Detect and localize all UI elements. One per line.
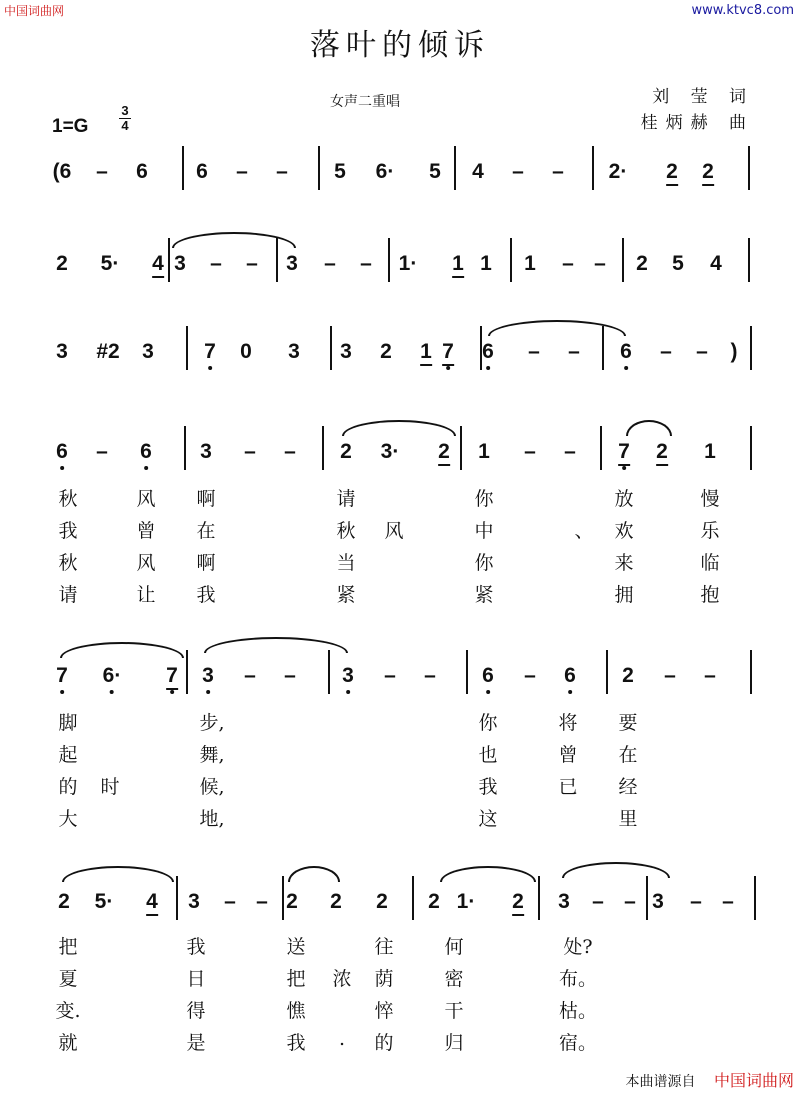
slur — [62, 866, 174, 882]
barline — [186, 650, 188, 694]
lyric-char: 请 — [58, 584, 78, 606]
note: – — [424, 664, 436, 687]
note: – — [592, 890, 604, 913]
lyric-char: 要 — [618, 712, 638, 734]
note: – — [324, 252, 336, 275]
note: 6 — [140, 440, 152, 463]
note: – — [512, 160, 524, 183]
note: – — [360, 252, 372, 275]
note: 1 — [420, 340, 432, 366]
note: 2 — [622, 664, 634, 687]
barline — [750, 426, 752, 470]
slur — [440, 866, 536, 882]
score-row-4 — [40, 440, 760, 480]
score-row-2 — [40, 252, 760, 292]
lyric-char: 也 — [478, 744, 498, 766]
note: 3 — [342, 664, 354, 687]
barline — [600, 426, 602, 470]
note: – — [690, 890, 702, 913]
lyric-char: 我 — [186, 936, 206, 958]
lyric-char: 当 — [336, 552, 356, 574]
lyric-char: 曾 — [136, 520, 156, 542]
score-row-5 — [40, 664, 760, 704]
note: 7 — [166, 664, 178, 690]
note: – — [624, 890, 636, 913]
lyric-char: 已 — [558, 776, 578, 798]
note: 5· — [94, 890, 114, 913]
lyric-char: 我 — [196, 584, 216, 606]
note: ) — [730, 340, 738, 363]
lyric-char: 布。 — [558, 968, 598, 990]
lyric-char: 曾 — [558, 744, 578, 766]
barline — [282, 876, 284, 920]
note: – — [528, 340, 540, 363]
time-signature — [117, 104, 133, 133]
barline — [510, 238, 512, 282]
note: 7 — [442, 340, 454, 366]
note: 2 — [702, 160, 714, 186]
source-label: 本曲谱源自 — [625, 1074, 696, 1090]
barline — [454, 146, 456, 190]
note: – — [96, 440, 108, 463]
note: 2 — [330, 890, 342, 913]
barline — [168, 238, 170, 282]
note: 3 — [200, 440, 212, 463]
lyric-char: 在 — [618, 744, 638, 766]
note: 5· — [100, 252, 120, 275]
barline — [754, 876, 756, 920]
lyric-char: 我 — [58, 520, 78, 542]
note: 4 — [146, 890, 158, 916]
note: 6 — [564, 664, 576, 687]
note: – — [664, 664, 676, 687]
lyric-char: 、 — [574, 520, 594, 542]
lyric-char: 何 — [444, 936, 464, 958]
note: 6 — [136, 160, 148, 183]
note: – — [284, 440, 296, 463]
lyric-char: 你 — [474, 488, 494, 510]
lyric-char: 放 — [614, 488, 634, 510]
slur — [626, 420, 672, 436]
lyric-char: 啊 — [196, 552, 216, 574]
lyric-char: 舞, — [199, 744, 225, 766]
song-subtitle: 女声二重唱 — [330, 94, 400, 110]
tie-slur — [488, 320, 626, 336]
lyric-char: 日 — [186, 968, 206, 990]
note: 1 — [478, 440, 490, 463]
lyric-char: 大 — [58, 808, 78, 830]
lyric-char: 的 — [374, 1032, 394, 1054]
barline — [388, 238, 390, 282]
slur — [288, 866, 340, 882]
lyric-char: 秋 — [58, 488, 78, 510]
note: 1 — [524, 252, 536, 275]
note: 3 — [56, 340, 68, 363]
note: – — [696, 340, 708, 363]
lyric-char: 抱 — [700, 584, 720, 606]
lyric-char: 候, — [199, 776, 225, 798]
note: 6 — [196, 160, 208, 183]
note: – — [284, 664, 296, 687]
time-bottom: 4 — [121, 118, 129, 133]
lyric-char: 的 — [58, 776, 78, 798]
lyric-char: 荫 — [374, 968, 394, 990]
lyric-char: 处? — [563, 936, 593, 958]
barline — [750, 650, 752, 694]
score-row-1 — [40, 160, 760, 200]
note: 6· — [102, 664, 122, 687]
lyric-char: 悴 — [374, 1000, 394, 1022]
note: 2 — [656, 440, 668, 466]
barline — [322, 426, 324, 470]
song-title: 落叶的倾诉 — [310, 28, 490, 63]
note: (6 — [52, 160, 72, 183]
score-row-6 — [40, 890, 760, 930]
barline — [602, 326, 604, 370]
lyric-char: 欢 — [614, 520, 634, 542]
lyric-char: 地, — [199, 808, 225, 830]
source-footer — [626, 1068, 794, 1091]
lyric-char: 夏 — [58, 968, 78, 990]
note: – — [236, 160, 248, 183]
note: 6 — [620, 340, 632, 363]
note: 3 — [558, 890, 570, 913]
note: 0 — [240, 340, 252, 363]
barline — [176, 876, 178, 920]
lyric-char: 紧 — [336, 584, 356, 606]
note: 5 — [429, 160, 441, 183]
lyric-char: 我 — [286, 1032, 306, 1054]
lyric-char: 时 — [100, 776, 120, 798]
lyric-char: 风 — [136, 488, 156, 510]
lyric-char: 中 — [474, 520, 494, 542]
lyric-char: 是 — [186, 1032, 206, 1054]
note: – — [562, 252, 574, 275]
barline — [460, 426, 462, 470]
note: – — [660, 340, 672, 363]
note: 2 — [58, 890, 70, 913]
lyric-char: 风 — [384, 520, 404, 542]
note: – — [246, 252, 258, 275]
lyric-char: 就 — [58, 1032, 78, 1054]
lyric-char: 步, — [199, 712, 225, 734]
barline — [276, 238, 278, 282]
lyric-char: 让 — [136, 584, 156, 606]
note: 2 — [428, 890, 440, 913]
site-logo-left[interactable]: 中国词曲网 — [4, 4, 65, 18]
lyric-char: 密 — [444, 968, 464, 990]
lyric-char: 紧 — [474, 584, 494, 606]
note: 5 — [334, 160, 346, 183]
barline — [646, 876, 648, 920]
source-site-link[interactable]: 中国词曲网 — [713, 1071, 794, 1090]
lyric-char: 宿。 — [558, 1032, 598, 1054]
note: 1· — [398, 252, 418, 275]
note: 3· — [380, 440, 400, 463]
lyric-char: 啊 — [196, 488, 216, 510]
slur — [60, 642, 184, 658]
note: 2· — [608, 160, 628, 183]
barline — [412, 876, 414, 920]
note: – — [224, 890, 236, 913]
note: 3 — [652, 890, 664, 913]
barline — [328, 650, 330, 694]
note: – — [594, 252, 606, 275]
lyric-char: 秋 — [336, 520, 356, 542]
lyric-char: . — [338, 1028, 346, 1050]
note: #2 — [96, 340, 120, 363]
lyric-char: 我 — [478, 776, 498, 798]
lyric-char: 把 — [58, 936, 78, 958]
lyric-char: 将 — [558, 712, 578, 734]
lyric-char: 得 — [186, 1000, 206, 1022]
note: 2 — [438, 440, 450, 466]
lyric-char: 拥 — [614, 584, 634, 606]
note: 3 — [188, 890, 200, 913]
note: – — [704, 664, 716, 687]
note: 5 — [672, 252, 684, 275]
lyric-char: 秋 — [58, 552, 78, 574]
barline — [466, 650, 468, 694]
note: 4 — [710, 252, 722, 275]
lyric-char: 送 — [286, 936, 306, 958]
barline — [750, 326, 752, 370]
lyric-char: 起 — [58, 744, 78, 766]
lyric-char: 这 — [478, 808, 498, 830]
note: 7 — [204, 340, 216, 363]
tie-slur — [562, 862, 670, 878]
note: – — [244, 664, 256, 687]
lyric-char: 慢 — [700, 488, 720, 510]
note: 3 — [286, 252, 298, 275]
note: 6· — [375, 160, 395, 183]
note: – — [722, 890, 734, 913]
note: – — [524, 440, 536, 463]
barline — [186, 326, 188, 370]
lyric-char: 在 — [196, 520, 216, 542]
note: – — [276, 160, 288, 183]
lyric-char: 风 — [136, 552, 156, 574]
lyric-char: 乐 — [700, 520, 720, 542]
barline — [318, 146, 320, 190]
time-top: 3 — [121, 103, 129, 118]
lyric-char: 请 — [336, 488, 356, 510]
note: – — [524, 664, 536, 687]
note: 6 — [56, 440, 68, 463]
note: 1· — [456, 890, 476, 913]
barline — [606, 650, 608, 694]
lyric-char: 干 — [444, 1000, 464, 1022]
lyric-char: 你 — [474, 552, 494, 574]
composer-credit: 桂炳赫 曲 — [640, 113, 754, 133]
barline — [748, 146, 750, 190]
note: 2 — [376, 890, 388, 913]
lyric-char: 变. — [55, 1000, 81, 1022]
note: 4 — [472, 160, 484, 183]
note: – — [568, 340, 580, 363]
lyric-char: 往 — [374, 936, 394, 958]
barline — [538, 876, 540, 920]
key-signature: 1=G — [52, 116, 89, 137]
note: – — [564, 440, 576, 463]
note: 7 — [618, 440, 630, 466]
barline — [184, 426, 186, 470]
note: 3 — [202, 664, 214, 687]
note: 4 — [152, 252, 164, 278]
lyric-char: 浓 — [332, 968, 352, 990]
note: – — [256, 890, 268, 913]
lyricist-credit: 刘 莹 词 — [652, 87, 754, 107]
tie-slur — [204, 637, 348, 653]
lyric-char: 把 — [286, 968, 306, 990]
note: 3 — [288, 340, 300, 363]
barline — [748, 238, 750, 282]
note: 6 — [482, 340, 494, 363]
barline — [182, 146, 184, 190]
note: 2 — [666, 160, 678, 186]
note: – — [96, 160, 108, 183]
note: 3 — [340, 340, 352, 363]
note: 2 — [380, 340, 392, 363]
note: 2 — [286, 890, 298, 913]
lyric-char: 来 — [614, 552, 634, 574]
barline — [592, 146, 594, 190]
note: 7 — [56, 664, 68, 687]
note: 6 — [482, 664, 494, 687]
note: – — [210, 252, 222, 275]
note: 2 — [340, 440, 352, 463]
note: – — [244, 440, 256, 463]
slur — [342, 420, 456, 436]
lyric-char: 归 — [444, 1032, 464, 1054]
note: 2 — [636, 252, 648, 275]
note: 2 — [56, 252, 68, 275]
lyric-char: 憔 — [286, 1000, 306, 1022]
note: 3 — [142, 340, 154, 363]
lyric-char: 你 — [478, 712, 498, 734]
note: – — [552, 160, 564, 183]
barline — [330, 326, 332, 370]
note: 1 — [452, 252, 464, 278]
lyric-char: 枯。 — [558, 1000, 598, 1022]
note: 2 — [512, 890, 524, 916]
barline — [622, 238, 624, 282]
note: 1 — [480, 252, 492, 275]
lyric-char: 脚 — [58, 712, 78, 734]
lyric-char: 里 — [618, 808, 638, 830]
note: 1 — [704, 440, 716, 463]
lyric-char: 临 — [700, 552, 720, 574]
lyric-char: 经 — [618, 776, 638, 798]
note: 3 — [174, 252, 186, 275]
score-row-3 — [40, 340, 760, 380]
note: – — [384, 664, 396, 687]
site-url-right[interactable]: www.ktvc8.com — [691, 3, 794, 18]
